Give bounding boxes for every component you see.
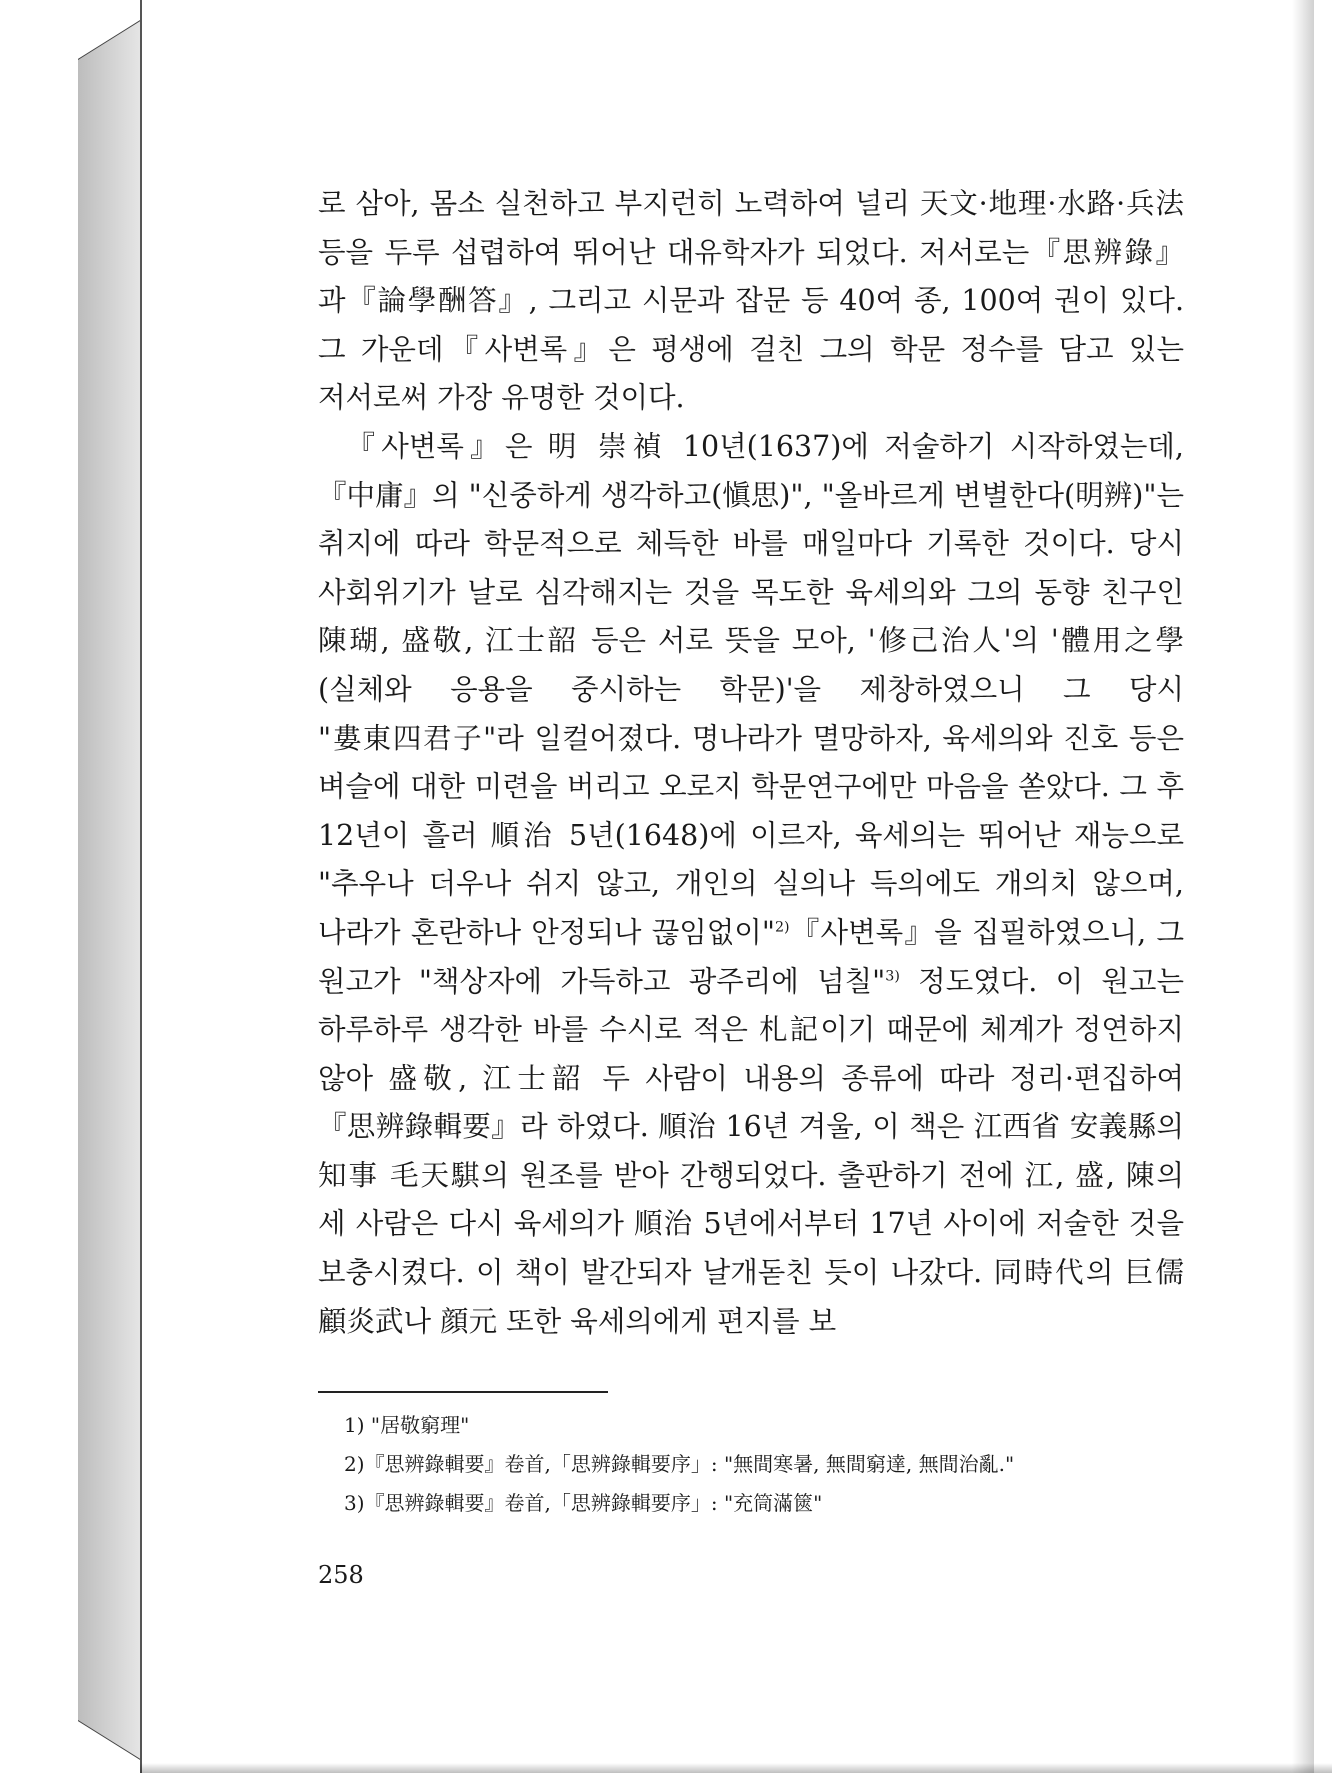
footnote-divider [318,1391,608,1393]
footnote-ref-3: 3) [885,968,900,984]
paragraph-1: 로 삼아, 몸소 실천하고 부지런히 노력하여 널리 天文·地理·水路·兵法 등을 두루 섭렵하여 뛰어난 대유학자가 되었다. 저서로는『思辨錄』과『論學酬答』, 그리고 시문과 잡문 등 40여 종, 100여 권이 있다. 그 가운데『사변록』은 평생에 걸친 그의 학문 정수를 담고 있는 저서로써 가장 유명한 것이다. [318,187,1184,415]
page-number: 258 [318,1561,364,1589]
footnote-1: 1) "居敬窮理" [344,1413,470,1437]
footnotes [344,1406,1184,1523]
paragraph-2-text-b: 『사변록』을 집필하였으니, 그 원고가 "책상자에 가득하고 광주리에 넘칠" [318,915,1184,998]
page-bottom-shadow [140,1763,1332,1773]
footnote-2: 2)『思辨錄輯要』卷首,「思辨錄輯要序」: "無間寒暑, 無間窮達, 無間治亂." [344,1452,1015,1476]
book-spine [78,20,142,1760]
main-text [318,180,1184,1346]
footnote-ref-2: 2) [774,919,790,936]
paragraph-2-text-c: 정도였다. 이 원고는 하루하루 생각한 바를 수시로 적은 札記이기 때문에 체계가 정연하지 않아 盛敬, 江士韶 두 사람이 내용의 종류에 따라 정리·편집하여『思辨錄輯要』라 하였다. 順治 16년 겨울, 이 책은 江西省 安義縣의 知事 毛天騏의 원조를 받아 간행되었다. 출판하기 전에 江, 盛, 陳의 세 사람은 다시 육세의가 順治 5년에서부터 17년 사이에 저술한 것을 보충시켰다. 이 책이 발간되자 날개돋친 듯이 나갔다. 同時代의 巨儒 顧炎武나 顔元 또한 육세의에게 편지를 보 [318,964,1184,1338]
footnote-3: 3)『思辨錄輯要』卷首,「思辨錄輯要序」: "充筒滿篋" [344,1491,823,1515]
paragraph-2 [318,423,1184,1346]
paragraph-2-text-a: 『사변록』은 明 崇禎 10년(1637)에 저술하기 시작하였는데,『中庸』의 "신중하게 생각하고(愼思)", "올바르게 변별한다(明辨)"는 취지에 따라 학문적으로 체득한 바를 매일마다 기록한 것이다. 당시 사회위기가 날로 심각해지는 것을 목도한 육세의와 그의 동향 친구인 陳瑚, 盛敬, 江士韶 등은 서로 뜻을 모아, '修己治人'의 '體用之學(실체와 응용을 중시하는 학문)'을 제창하였으니 그 당시 "婁東四君子"라 일컬어졌다. 명나라가 멸망하자, 육세의와 진호 등은 벼슬에 대한 미련을 버리고 오로지 학문연구에만 마음을 쏟았다. 그 후 12년이 흘러 順治 5년(1648)에 이르자, 육세의는 뛰어난 재능으로 "추우나 더우나 쉬지 않고, 개인의 실의나 득의에도 개의치 않으며, 나라가 혼란하나 안정되나 끊임없이" [318,429,1184,949]
page-edge-shadow [1292,0,1314,1773]
